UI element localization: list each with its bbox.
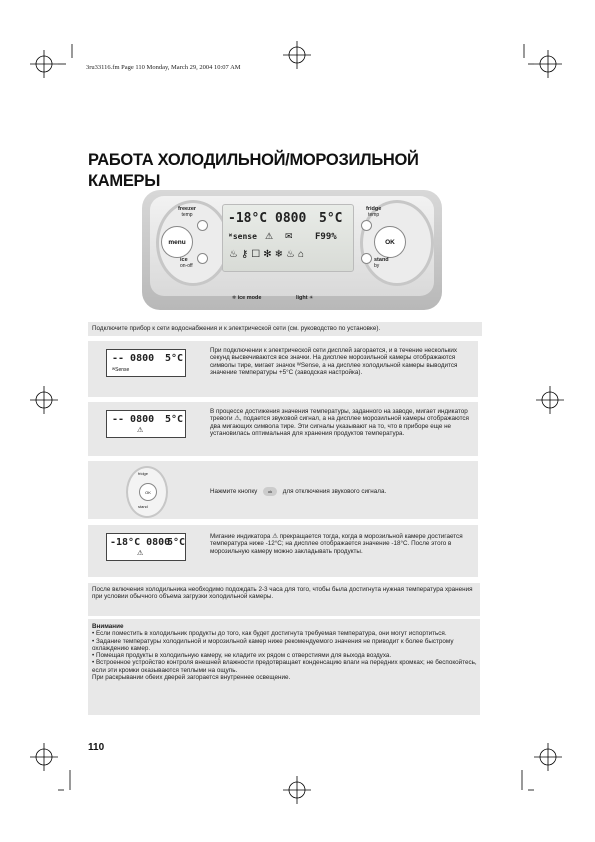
file-header: 3ru33116.fm Page 110 Monday, March 29, 2004 10:07 AM bbox=[86, 64, 241, 71]
attention-footer: При раскрывании обеих дверей загорается внутреннее освещение. bbox=[92, 674, 291, 682]
attention-bullet: • Если поместить в холодильник продукты до того, как будет достигнута требуемая температура, они могут испортиться. bbox=[92, 630, 447, 638]
step-4-lcd: -18°C 0800 5°C ⚠ bbox=[106, 533, 186, 561]
title-line-2: КАМЕРЫ bbox=[88, 172, 161, 190]
ice-button[interactable] bbox=[197, 253, 208, 264]
step-4-text: Мигание индикатора ⚠ прекращается тогда, когда в морозильной камере достигается температура ниже -12°C; на дисплее отображается значение -18°C. После этого в морозильную камеру можно закладывать продукты. bbox=[210, 533, 463, 555]
step-3-text: Нажмите кнопку ok для отключения звукового сигнала. bbox=[210, 488, 387, 495]
ok-button[interactable]: OK bbox=[374, 226, 406, 258]
standby-button[interactable] bbox=[361, 253, 372, 264]
lcd-time: 0800 bbox=[275, 211, 307, 226]
ice-mode-label: ❄ ice mode bbox=[232, 295, 262, 301]
step-2-lcd: -- 0800 5°C ⚠ bbox=[106, 410, 186, 438]
attention-heading: Внимание bbox=[92, 623, 124, 630]
ok-button-glyph: ok bbox=[263, 487, 277, 496]
menu-button[interactable]: menu bbox=[161, 226, 193, 258]
attention-bullet: • Помещая продукты в холодильную камеру, не кладите их рядом с отверстиями для выхода воздуха. bbox=[92, 652, 392, 660]
attention-box bbox=[88, 619, 480, 715]
main-lcd-display bbox=[222, 204, 354, 272]
fridge-temp-label: fridge temp bbox=[366, 206, 382, 218]
envelope-icon: ✉ bbox=[285, 231, 293, 241]
alarm-icon: ⚠ bbox=[137, 550, 144, 557]
freezer-temp-label: freezer temp bbox=[178, 206, 197, 218]
lcd-freezer-temp: -18°C bbox=[228, 211, 268, 226]
step-3-panel-illustration: fridge OK stand bbox=[126, 466, 168, 518]
page-title bbox=[88, 150, 419, 192]
attention-bullet: • Задание температуры холодильной и морозильной камер ниже рекомендуемого значения не приводит к более быстрому охлаждению камер. bbox=[92, 637, 454, 652]
intro-text: Подключите прибор к сети водоснабжения и к электрической сети (см. руководство по установке). bbox=[88, 322, 482, 336]
after-note: После включения холодильника необходимо подождать 2-3 часа для того, чтобы была достигнута нужная температура хранения при условии обычного объема загрузки холодильной камеры. bbox=[88, 583, 480, 616]
lcd-fridge-temp: 5°C bbox=[319, 211, 343, 226]
ice-mode-icon: ❄ bbox=[232, 295, 237, 301]
alarm-icon: ⚠ bbox=[265, 231, 274, 241]
step-1-text: При подключении к электрической сети дисплей загорается, и в течение нескольких секунд высвечиваются все значки. На дисплее морозильной камеры отображаются символы тире, мигает значок ᵂSense, а на дисплее холодильной камеры выводится значение температуры +5°C (заводская настройка). bbox=[210, 347, 458, 376]
page-number: 110 bbox=[88, 742, 105, 753]
title-line-1: РАБОТА ХОЛОДИЛЬНОЙ/МОРОЗИЛЬНОЙ bbox=[88, 151, 419, 169]
ice-label: ice on-off bbox=[180, 257, 193, 269]
step-2-text: В процессе достижения значения температуры, заданного на заводе, мигает индикатор тревоги ⚠, подается звуковой сигнал, а на дисплее морозильной камеры отображаются два мигающих символа тире. Эти сигналы указывают на то, что в приборе еще не установилась оптимальная для хранения продуктов температура. bbox=[210, 408, 469, 437]
fridge-temp-button[interactable] bbox=[361, 220, 372, 231]
lcd-sense: ᵂsense bbox=[228, 232, 257, 241]
lcd-status-icons: ♨⚷☐✻❄♨⌂ bbox=[229, 249, 308, 260]
step-1-lcd: -- 0800 5°C ᵂSense bbox=[106, 349, 186, 377]
lcd-f-code: F99% bbox=[315, 232, 337, 242]
light-icon: ☀ bbox=[309, 295, 314, 301]
light-label: light ☀ bbox=[296, 295, 314, 301]
standby-label: stand by bbox=[374, 257, 389, 269]
alarm-icon: ⚠ bbox=[137, 427, 144, 434]
attention-bullet: • Встроенное устройство контроля внешней влажности предотвращает конденсацию влаги на передних кромках; не беспокойтесь, если эти кромки оказываются теплыми на ощупь. bbox=[92, 659, 477, 674]
freezer-temp-button[interactable] bbox=[197, 220, 208, 231]
